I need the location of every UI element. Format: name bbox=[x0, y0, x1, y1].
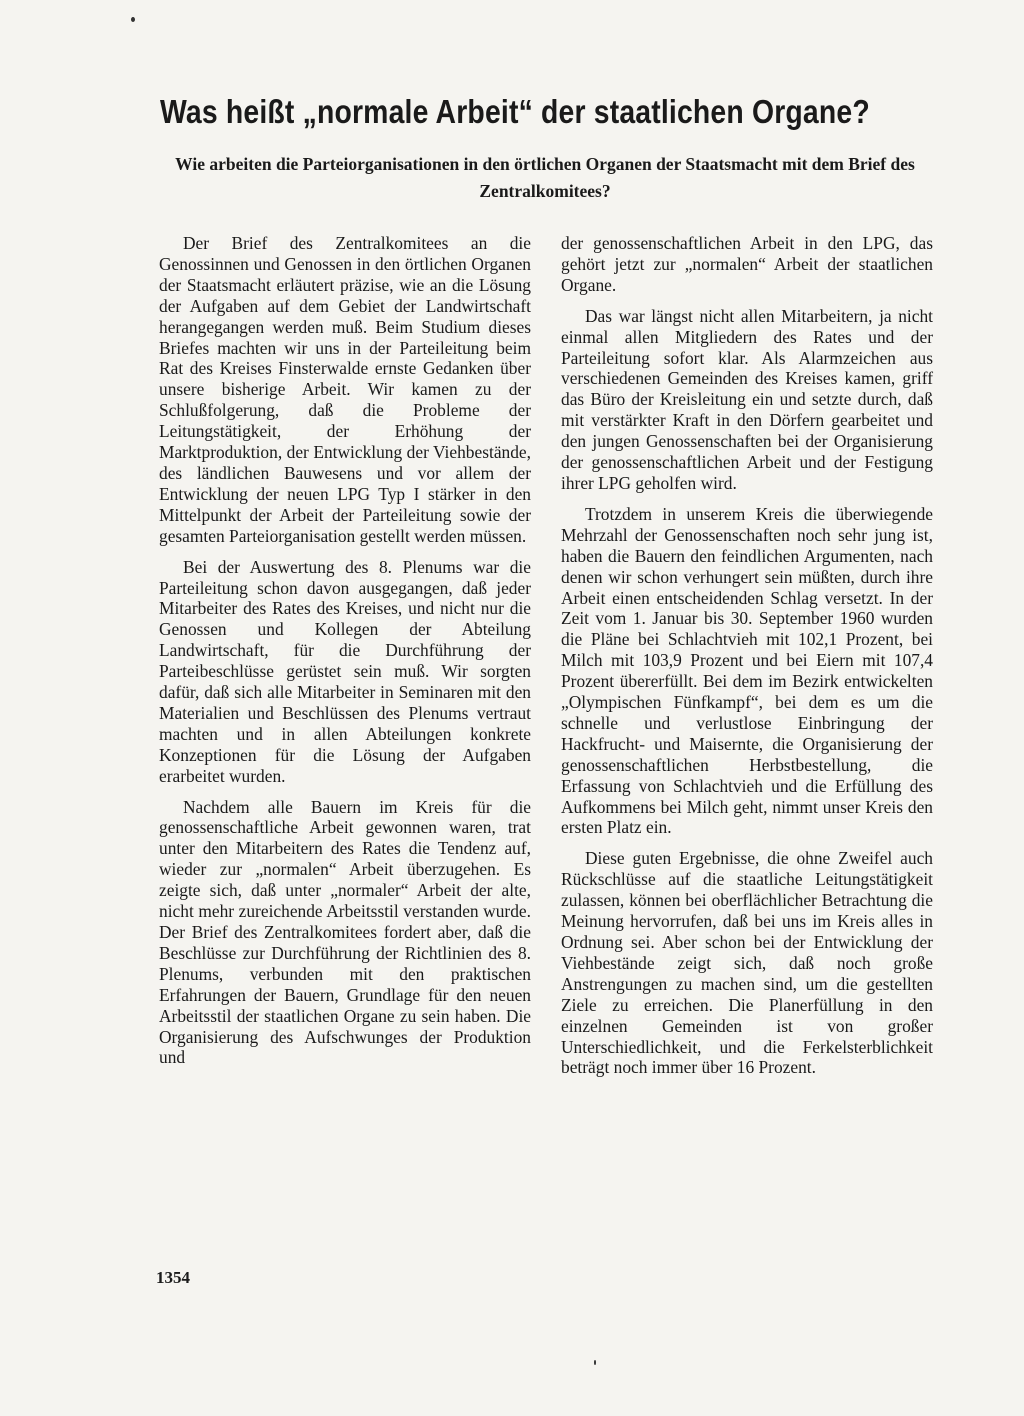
page-number: 1354 bbox=[156, 1268, 190, 1287]
right-column bbox=[561, 233, 933, 1088]
paragraph: Bei der Auswertung des 8. Plenums war die Parteileitung schon davon ausgegangen, daß jeder Mitarbeiter des Rates des Kreises, und nicht nur die Genossen und Kollegen der Abteilung Landwirtschaft, für die Durchführung der Parteibeschlüsse gerüstet sein muß. Wir sorgten dafür, daß sich alle Mitarbeiter in Seminaren mit den Materialien und Beschlüssen des Plenums vertraut machten und in allen Abteilungen konkrete Konzeptionen für die Lösung der Aufgaben erarbeitet wurden. bbox=[159, 556, 531, 786]
paragraph: Nachdem alle Bauern im Kreis für die genossenschaftliche Arbeit gewonnen waren, trat unter den Mitarbeitern des Rates die Tendenz auf, wieder zur „normalen“ Arbeit überzugehen. Es zeigte sich, daß unter „normaler“ Arbeit der alte, nicht mehr zureichende Arbeitsstil verstanden wurde. Der Brief des Zentralkomitees fordert aber, daß die Beschlüsse zur Durchführung der Richtlinien des 8. Plenums, verbunden mit den praktischen Erfahrungen der Bauern, Grundlage für den neuen Arbeitsstil der staatlichen Organe zu sein haben. Die Organisierung des Aufschwunges der Produktion und bbox=[159, 796, 531, 1068]
paragraph-continued: der genossenschaftlichen Arbeit in den LPG, das gehört jetzt zur „normalen“ Arbeit der staatlichen Organe. bbox=[561, 233, 933, 295]
paragraph: Diese guten Ergebnisse, die ohne Zweifel auch Rückschlüsse auf die staatliche Leitungstätigkeit zulassen, können bei oberflächlicher Betrachtung die Meinung hervorrufen, daß bei uns im Kreis alles in Ordnung sei. Aber schon bei der Entwicklung der Viehbestände zeigt sich, daß noch große Anstrengungen zu machen sind, um die gestellten Ziele zu erreichen. Die Planerfüllung in den einzelnen Gemeinden ist von großer Unterschiedlichkeit, und die Ferkelsterblichkeit beträgt noch immer über 16 Prozent. bbox=[561, 848, 933, 1078]
paragraph: Trotzdem in unserem Kreis die überwiegende Mehrzahl der Genossenschaften noch sehr jung ist, haben die Bauern den feindlichen Argumenten, nach denen wir schon verhungert sein müßten, durch ihre Arbeit einen entscheidenden Schlag versetzt. In der Zeit vom 1. Januar bis 30. September 1960 wurden die Pläne bei Schlachtvieh mit 102,1 Prozent, bei Milch mit 103,9 Prozent und bei Eiern mit 107,4 Prozent übererfüllt. Bei dem im Bezirk entwickelten „Olympischen Fünfkampf“, bei dem es um die schnelle und verlustlose Einbringung der Hackfrucht- und Maisernte, die Organisierung der genossenschaftlichen Herbstbestellung, die Erfassung von Schlachtvieh und die Erfüllung des Aufkommens bei Milch geht, nimmt unser Kreis den ersten Platz ein. bbox=[561, 503, 933, 838]
paragraph: Der Brief des Zentralkomitees an die Genossinnen und Genossen in den örtlichen Organen der Staatsmacht erläutert präzise, wie an die Lösung der Aufgaben auf dem Gebiet der Landwirtschaft herangegangen werden muß. Beim Studium dieses Briefes machten wir uns in der Parteileitung beim Rat des Kreises Finsterwalde ernste Gedanken über unsere bisherige Arbeit. Wir kamen zu der Schlußfolgerung, daß die Probleme der Leitungstätigkeit, der Erhöhung der Marktproduktion, der Entwicklung der Viehbestände, des ländlichen Bauwesens und vor allem der Entwicklung der neuen LPG Typ I stärker in den Mittelpunkt der Arbeit der Parteileitung sowie der gesamten Parteiorganisation gestellt werden müssen. bbox=[159, 233, 531, 546]
print-speck bbox=[131, 17, 135, 22]
left-column bbox=[159, 233, 531, 1078]
article-title: Was heißt „normale Arbeit“ der staatlichen Organe? bbox=[160, 93, 870, 130]
paragraph: Das war längst nicht allen Mitarbeitern, ja nicht einmal allen Mitgliedern des Rates und der Parteileitung sofort klar. Als Alarmzeichen aus verschiedenen Gemeinden des Kreises kamen, griff das Büro der Kreisleitung ein und setzte durch, daß mit verstärkter Kraft in den Dörfern gearbeitet und den jungen Genossenschaften bei der Organisierung der genossenschaftlichen Arbeit und der Festigung ihrer LPG geholfen wird. bbox=[561, 305, 933, 493]
article-subtitle: Wie arbeiten die Parteiorganisationen in den örtlichen Organen der Staatsmacht mit dem Brief des Zentralkomitees? bbox=[175, 154, 915, 201]
print-speck bbox=[594, 1360, 596, 1365]
